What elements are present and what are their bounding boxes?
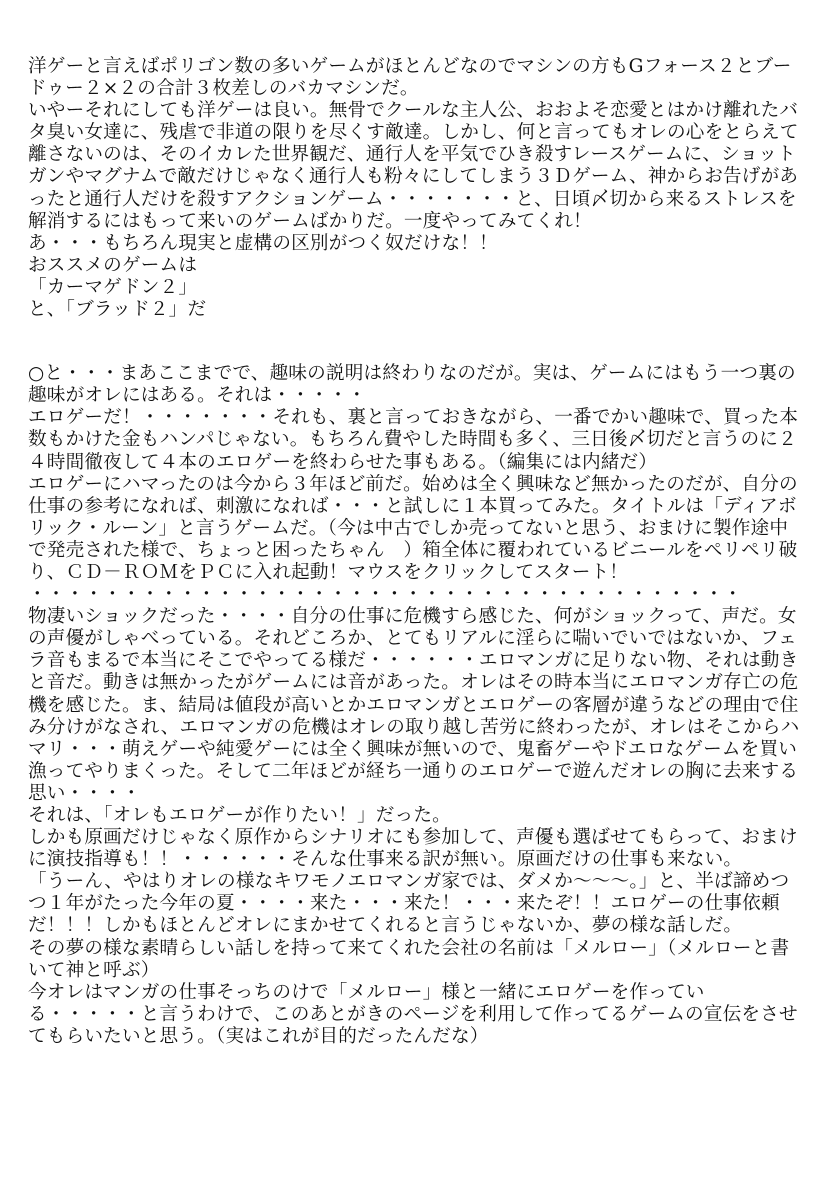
paragraph-dots-line: ・・・・・・・・・・・・・・・・・・・・・・・・・・・・・・・・・・・・・・ [28, 584, 743, 606]
section-spacer [28, 321, 803, 363]
paragraph-reality-disclaimer: あ・・・もちろん現実と虚構の区別がつく奴だけな！！ [28, 232, 498, 254]
section-erogame [28, 363, 803, 1048]
paragraph-secret-hobby: ○と・・・まあここまでで、趣味の説明は終わりなのだが。実は、ゲームにはもう一つ裏の趣味がオレにはある。それは・・・・・ [28, 363, 796, 407]
afterword-page [28, 56, 803, 1176]
section-western-games [28, 56, 803, 321]
paragraph-gaming-machine: 洋ゲーと言えばポリゴン数の多いゲームがほとんどなのでマシンの方もGフォース２とブードゥー２×２の合計３枚差しのバカマシンだ。 [28, 56, 792, 100]
paragraph-job-request: 「うーん、やはりオレの様なキワモノエロマンガ家では、ダメか～～～。」と、半ば諦めつつ１年がたった今年の夏・・・・来た・・・来た！・・・来たぞ！！エロゲーの仕事依頼だ！！！しかもほとんどオレにまかせてくれると言うじゃないか、夢の様な話しだ。 [28, 871, 790, 937]
paragraph-first-erogame: エロゲーにハマったのは今から３年ほど前だ。始めは全く興味など無かったのだが、自分の仕事の参考になれば、刺激になれば・・・と試しに１本買ってみた。タイトルは「ディアボリック・ルーン」と言うゲームだ。（今は中古でしか売ってないと思う、おまけに製作途中で発売された様で、ちょっと困ったちゃん ）箱全体に覆われているビニールをペリペリ破り、ＣＤ－ＲＯＭをＰＣに入れ起動！マウスをクリックしてスタート！ [28, 473, 798, 583]
paragraph-erogame-intro: エロゲーだ！・・・・・・・それも、裏と言っておきながら、一番でかい趣味で、買った本数もかけた金もハンパじゃない。もちろん費やした時間も多く、三日後〆切だと言うのに２４時間徹夜して４本のエロゲーを終わらせた事もある。（編集には内緒だ） [28, 407, 799, 473]
paragraph-company-name: その夢の様な素晴らしい話しを持って来てくれた会社の名前は「メルロー」（メルローと書いて神と呼ぶ） [28, 937, 790, 981]
paragraph-shock: 物凄いショックだった・・・・自分の仕事に危機すら感じた、何がショックって、声だ。女の声優がしゃべっている。それどころか、とてもリアルに淫らに喘いでいではないか、フェラ音もまるで本当にそこでやってる様だ・・・・・・エロマンガに足りない物、それは動きと音だ。動きは無かったがゲームには音があった。オレはその時本当にエロマンガ存亡の危機を感じた。ま、結局は値段が高いとかエロマンガとエロゲーの客層が違うなどの理由で住み分けがなされ、エロマンガの危機はオレの取り越し苦労に終わったが、オレはそこからハマリ・・・萌えゲーや純愛ゲーには全く興味が無いので、鬼畜ゲーやドエロなゲームを買い漁ってやりまくった。そして二年ほどが経ち一通りのエロゲーで遊んだオレの胸に去来する思い・・・・ [28, 606, 800, 804]
paragraph-western-games-praise: いやーそれにしても洋ゲーは良い。無骨でクールな主人公、おおよそ恋愛とはかけ離れたバタ臭い女達に、残虐で非道の限りを尽くす敵達。しかし、何と言ってもオレの心をとらえて離さないのは、そのイカレた世界観だ、通行人を平気でひき殺すレースゲームに、ショットガンやマグナムで敵だけじゃなく通行人も粉々にしてしまう３Ｄゲーム、神からお告げがあったと通行人だけを殺すアクションゲーム・・・・・・・と、日頃〆切から来るストレスを解消するにはもって来いのゲームばかりだ。一度やってみてくれ！ [28, 100, 799, 232]
paragraph-recommend-heading: おススメのゲームは [28, 254, 198, 276]
paragraph-wish: それは、「オレもエロゲーが作りたい！」だった。 [28, 805, 451, 826]
paragraph-recommend-carmageddon: 「カーマゲドン２」 [28, 276, 198, 298]
paragraph-recommend-blood: と、「ブラッド２」だ [28, 299, 207, 321]
paragraph-dream-job: しかも原画だけじゃなく原作からシナリオにも参加して、声優も選ばせてもらって、おまけに演技指導も！！・・・・・・そんな仕事来る訳が無い。原画だけの仕事も来ない。 [28, 827, 798, 871]
paragraph-promotion: 今オレはマンガの仕事そっちのけで「メルロー」様と一緒にエロゲーを作っている・・・・・と言うわけで、このあとがきのページを利用して作ってるゲームの宣伝をさせてもらいたいと思う。（実はこれが目的だったんだな） [28, 981, 798, 1047]
